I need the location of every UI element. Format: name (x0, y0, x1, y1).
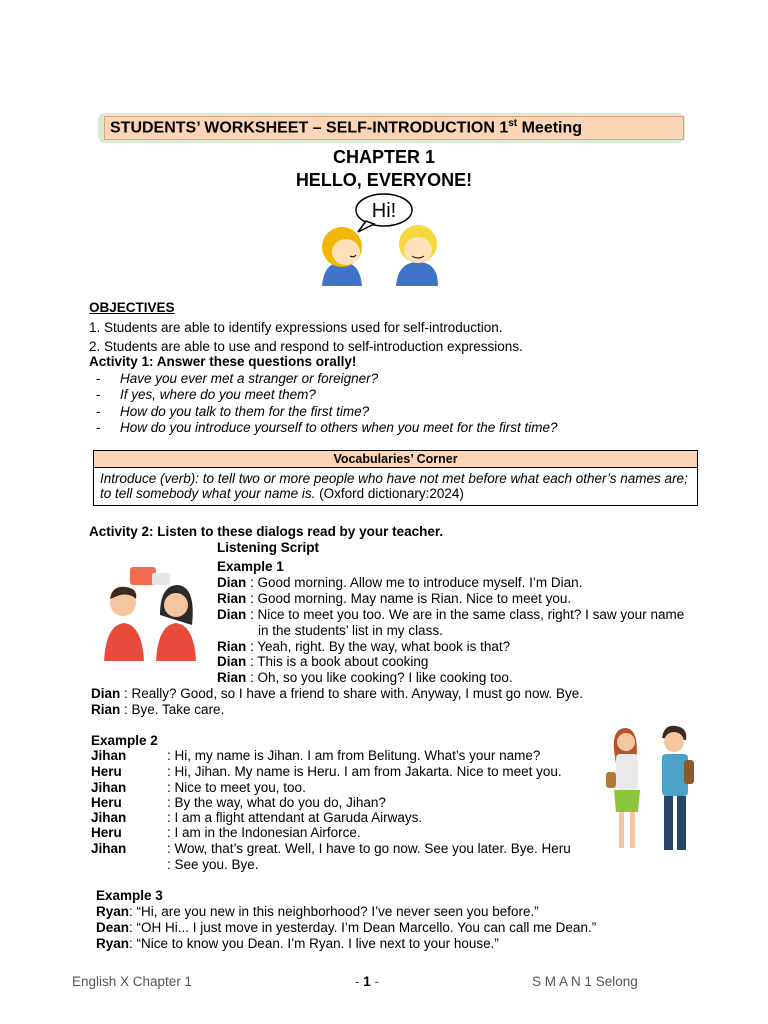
activity1-question: Have you ever met a stranger or foreigner? (120, 371, 379, 386)
man-icon (662, 726, 694, 850)
dialog-line: Dian : This is a book about cooking (217, 654, 429, 669)
couple-illustration (600, 722, 700, 854)
dialog-line: Jihan : Nice to meet you, too. (91, 780, 306, 795)
dialog-line: Dian : Nice to meet you too. We are in the same class, right? I saw your name (217, 607, 685, 622)
activity1-question: How do you talk to them for the first time? (120, 404, 370, 419)
chapter-subtitle: HELLO, EVERYONE! (295, 170, 473, 190)
dialog-line: Jihan : Wow, that’s great. Well, I have to go now. See you later. Bye. Heru (91, 841, 571, 856)
dialog-line: in the students’ list in my class. (258, 623, 443, 638)
activity1-question: If yes, where do you meet them? (120, 387, 316, 402)
definition-text: Introduce (verb): to tell two or more people who have not met before what each other’s names are; to tell somebody what your name is. (100, 471, 688, 501)
dialog-line: Dian : Really? Good, so I have a friend to share with. Anyway, I must go now. Bye. (91, 686, 584, 701)
example1-heading: Example 1 (217, 559, 284, 574)
worksheet-title: STUDENTS’ WORKSHEET – SELF-INTRODUCTION 1st Meeting (110, 118, 583, 137)
dialog-line: Heru : Hi, Jihan. My name is Heru. I am from Jakarta. Nice to meet you. (91, 764, 562, 779)
question-dash: - (96, 371, 101, 386)
dialog-line: Rian : Good morning. May name is Rian. Nice to meet you. (217, 591, 572, 606)
dialog-line: Ryan: “Nice to know you Dean. I’m Ryan. I live next to your house.” (96, 936, 499, 951)
dialog-line: Dean: “OH Hi... I just move in yesterday. I’m Dean Marcello. You can call me Dean.” (96, 920, 597, 935)
greeting-kids-illustration (318, 192, 440, 288)
question-dash: - (96, 404, 101, 419)
example2-heading: Example 2 (91, 733, 158, 748)
dialog-line: Dian : Good morning. Allow me to introduce myself. I’m Dian. (217, 575, 583, 590)
definition-source: (Oxford dictionary:2024) (315, 486, 464, 501)
woman-icon (156, 585, 196, 661)
kid-left-icon (322, 227, 362, 286)
objective-item: 1. Students are able to identify expressions used for self-introduction. (89, 320, 503, 335)
objectives-heading: OBJECTIVES (89, 300, 175, 315)
dialog-line: Heru : By the way, what do you do, Jihan? (91, 795, 386, 810)
bubble-text: Hi! (371, 200, 397, 222)
kid-right-icon (396, 225, 438, 286)
dialog-line: Jihan : Hi, my name is Jihan. I am from Belitung. What’s your name? (91, 748, 541, 763)
activity2-heading: Activity 2: Listen to these dialogs read by your teacher. (89, 524, 444, 539)
vocabulary-definition (94, 468, 697, 504)
dialog-line: Rian : Oh, so you like cooking? I like cooking too. (217, 670, 513, 685)
footer-left: English X Chapter 1 (72, 974, 193, 989)
dialog-line: Rian : Yeah, right. By the way, what book is that? (217, 639, 511, 654)
activity1-question: How do you introduce yourself to others when you meet for the first time? (120, 420, 558, 435)
example3-heading: Example 3 (96, 888, 163, 903)
vocabulary-heading: Vocabularies’ Corner (94, 451, 697, 468)
vocabulary-box (93, 450, 698, 506)
objective-item: 2. Students are able to use and respond to self-introduction expressions. (89, 339, 523, 354)
question-dash: - (96, 420, 101, 435)
page-number: - 1 - (355, 974, 380, 989)
speech-bubble (356, 194, 412, 232)
man-icon (104, 587, 144, 661)
dialog-line: Heru : I am in the Indonesian Airforce. (91, 825, 361, 840)
dialog-line: Rian : Bye. Take care. (91, 702, 225, 717)
chapter-heading: CHAPTER 1 (332, 147, 435, 167)
activity1-heading: Activity 1: Answer these questions orally! (89, 354, 357, 369)
dialog-line: Ryan: “Hi, are you new in this neighborhood? I’ve never seen you before.” (96, 904, 539, 919)
question-dash: - (96, 387, 101, 402)
woman-icon (606, 728, 640, 848)
listening-script-title: Listening Script (217, 540, 320, 555)
footer-right: S M A N 1 Selong (532, 974, 638, 989)
dialog-line: Jihan : I am a flight attendant at Garuda Airways. (91, 810, 423, 825)
conversation-illustration (100, 565, 200, 663)
dialog-line: : See you. Bye. (167, 857, 259, 872)
